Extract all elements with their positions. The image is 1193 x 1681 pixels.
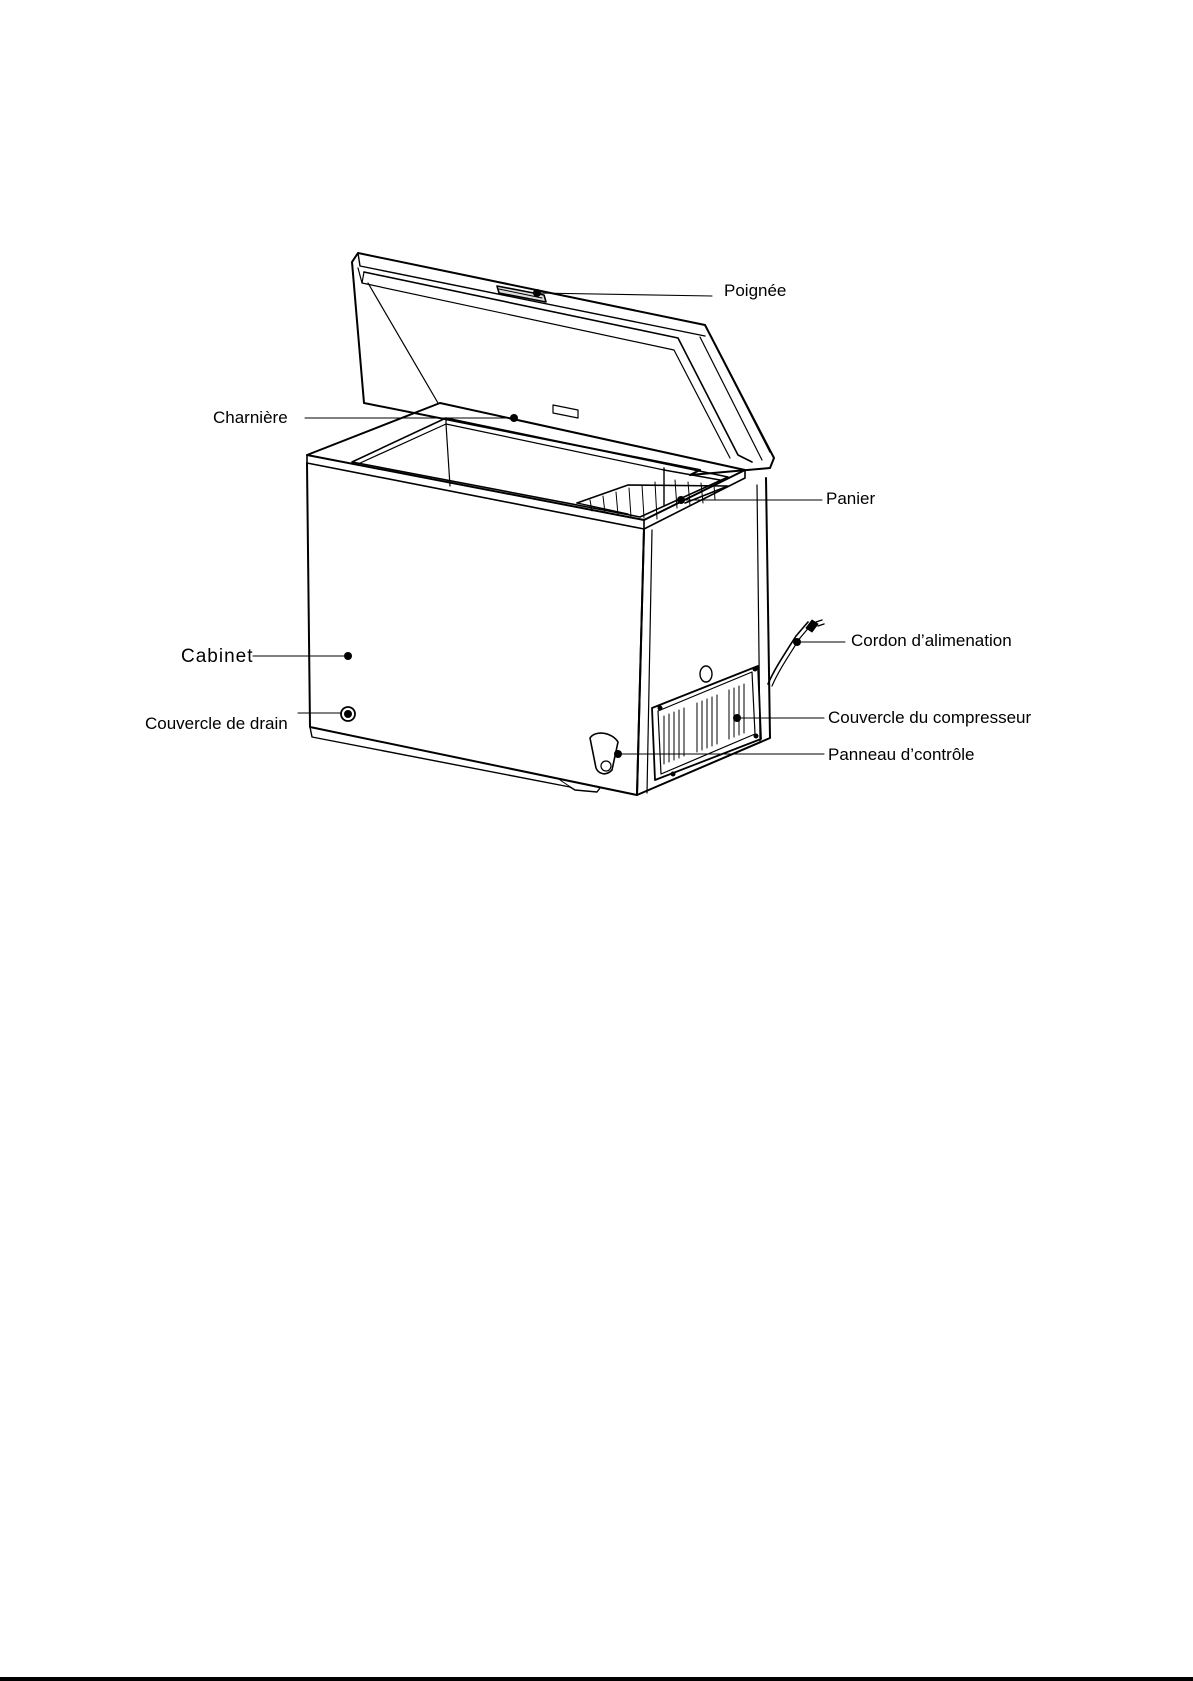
label-handle: Poignée: [724, 281, 787, 300]
label-cabinet: Cabinet: [181, 646, 254, 667]
cabinet-top: [307, 403, 745, 529]
label-hinge: Charnière: [213, 408, 288, 427]
control-panel-part: [590, 733, 618, 774]
label-power-cord: Cordon d’alimenation: [851, 631, 1012, 650]
label-basket: Panier: [826, 489, 876, 508]
cabinet-body: [307, 463, 770, 795]
callout-leaders: [253, 289, 845, 758]
label-control-panel: Panneau d’contrôle: [828, 745, 975, 764]
label-compressor-cover: Couvercle du compresseur: [828, 708, 1032, 727]
label-drain-cover: Couvercle de drain: [145, 714, 288, 733]
bottom-border: [0, 1677, 1193, 1681]
power-cord-part: [768, 620, 824, 686]
compressor-cover-part: [652, 666, 761, 780]
drain-cover-part: [341, 707, 355, 721]
